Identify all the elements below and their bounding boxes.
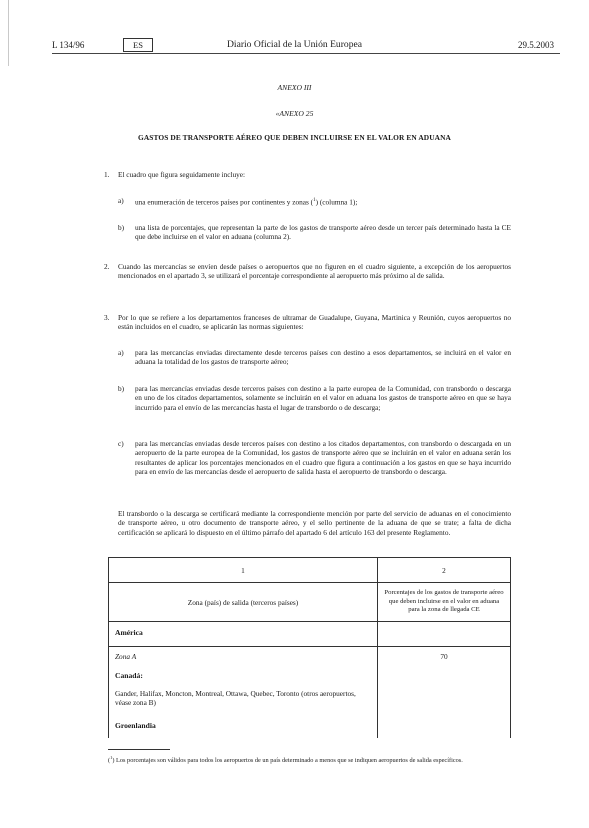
table-row: [109, 622, 511, 647]
table-cell-zona-a-value: 70: [378, 647, 511, 670]
closing-paragraph: El transbordo o la descarga se certificará mediante la correspondiente mención por parte del servicio de aduanas en el conocimiento de transporte aéreo, u otro documento de transporte aéreo, y el sello pertinente de la aduana de que se trate; a falta de dicha certificación se aplicará lo dispuesto en el último párrafo del apartado 6 del artículo 163 del presente Reglamento.: [118, 509, 511, 537]
item-3-number: 3.: [104, 313, 110, 322]
table-col1-header: Zona (país) de salida (terceros países): [109, 583, 378, 622]
footnote-mark: 1: [110, 755, 113, 760]
table-cell-empty: [378, 669, 511, 689]
footnote-ref: 1: [313, 198, 316, 203]
table-cell-canada: Canadá:: [109, 669, 378, 689]
table-row: [109, 647, 511, 670]
table-cell-canada-list: Gander, Halifax, Moncton, Montreal, Ottawa, Quebec, Toronto (otros aeropuertos, véase zona B): [109, 689, 378, 719]
table-row: [109, 669, 511, 689]
item-3b-letter: b): [118, 384, 125, 393]
footnote-text: Los porcentajes son válidos para todos los aeropuertos de un país determinado a menos que se indiquen aeropuertos de salida específicos.: [116, 757, 463, 765]
annex-label: ANEXO III: [277, 83, 312, 92]
item-1b-text: una lista de porcentajes, que representan la parte de los gastos de transporte aéreo desde un tercer país determinado hasta la CE que debe incluirse en el valor en aduana (columna 2).: [135, 223, 511, 242]
item-1-number: 1.: [104, 170, 110, 179]
table-column-numbers-row: [109, 558, 511, 583]
table-col1-number: 1: [109, 558, 378, 583]
header-rule: [52, 53, 560, 54]
air-transport-costs-table: [108, 557, 511, 738]
item-3c-text: para las mercancías enviadas desde terceros países con destino a los citados departamentos, con transbordo o descargada en un aeropuerto de la parte europea de la Comunidad, los gastos de transporte aéreo que se incluirán en el valor en aduana serán los resultantes de aplicar los porcentajes mencionados en el cuadro que figura a continuación a los gastos en que se haya incurrido para en envío de las mercancías desde el aeropuerto de salida hasta el aeropuerto de transbordo o descarga.: [135, 439, 511, 477]
item-1b-letter: b): [118, 223, 125, 232]
table-cell-groenlandia: Groenlandia: [109, 719, 378, 738]
item-3a-text: para las mercancías enviadas directamente desde terceros países con destino a esos departamentos, se incluirá en el valor en aduana la totalidad de los gastos de transporte aéreo;: [135, 348, 511, 367]
annex-heading: GASTOS DE TRANSPORTE AÉREO QUE DEBEN INCLUIRSE EN EL VALOR EN ADUANA: [138, 133, 451, 142]
language-code-box: ES: [123, 38, 153, 52]
item-1-text: El cuadro que figura seguidamente incluye:: [118, 170, 246, 179]
table-row: [109, 689, 511, 719]
item-3c-letter: c): [118, 439, 124, 448]
table-cell-america: América: [109, 622, 378, 647]
item-1a-letter: a): [118, 196, 124, 205]
footnote-rule: [108, 749, 170, 750]
table-row: [109, 719, 511, 738]
item-3-text: Por lo que se refiere a los departamentos franceses de ultramar de Guadalupe, Guyana, Martinica y Reunión, cuyos aeropuertos no están incluidos en el cuadro, se aplicarán las normas siguientes:: [118, 313, 511, 332]
table-cell-zona-a: Zona A: [109, 647, 378, 670]
table-cell-empty: [378, 689, 511, 719]
journal-title: Diario Oficial de la Unión Europea: [226, 39, 363, 50]
item-1a-text: una enumeración de terceros países por continentes y zonas ($^1$) (columna 1);: [135, 197, 358, 207]
item-3a-letter: a): [118, 348, 124, 357]
table-header-row: [109, 583, 511, 622]
table-cell-empty: [378, 622, 511, 647]
scan-margin-line: [8, 0, 9, 66]
table-cell-empty: [378, 719, 511, 738]
table-col2-header: Porcentajes de los gastos de transporte aéreo que deben incluirse en el valor en aduana para la zona de llegada CE: [378, 583, 511, 622]
journal-reference: L 134/96: [52, 40, 85, 50]
publication-date: 29.5.2003: [518, 40, 554, 50]
footnote: ($^1$) Los porcentajes son válidos para todos los aeropuertos de un país determinado a menos que se indiquen aeropuertos de salida específicos.: [108, 755, 463, 765]
item-2-text: Cuando las mercancías se envíen desde países o aeropuertos que no figuren en el cuadro siguiente, a excepción de los aeropuertos mencionados en el apartado 3, se utilizará el porcentaje correspondiente al aeropuerto más próximo al de salida.: [118, 262, 511, 281]
table-col2-number: 2: [378, 558, 511, 583]
annex-sub-label: «ANEXO 25: [275, 109, 314, 118]
item-3b-text: para las mercancías enviadas desde terceros países con destino a la parte europea de la Comunidad, con transbordo o descarga en uno de los citados departamentos, solamente se incluirán en el valor en aduana los gastos de transporte aéreo en que se haya incurrido para el envío de las mercancías hasta el lugar de transbordo o de descarga;: [135, 384, 511, 412]
item-2-number: 2.: [104, 262, 110, 271]
